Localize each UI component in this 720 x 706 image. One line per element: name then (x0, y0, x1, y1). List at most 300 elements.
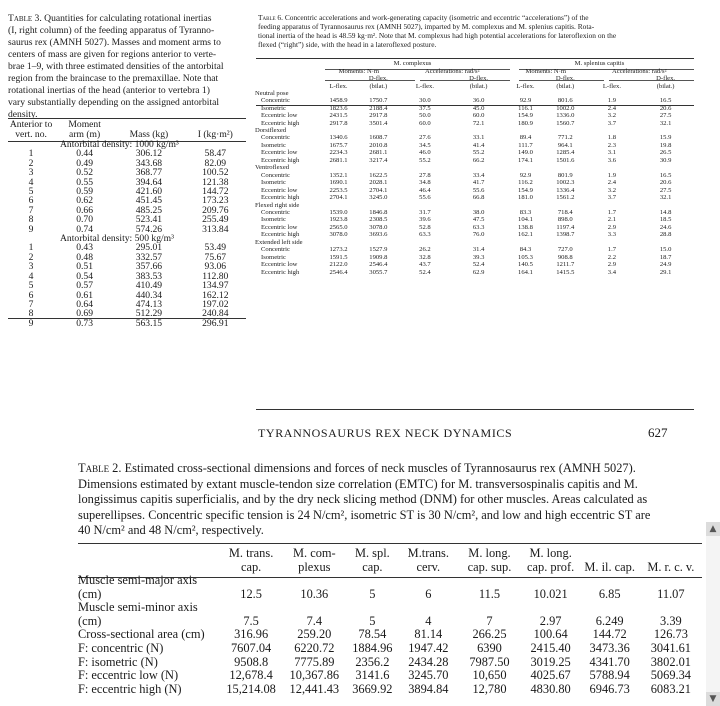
table2-label: Table 2. (78, 461, 122, 475)
table-cell: 7.5 (243, 613, 259, 628)
table-row (255, 194, 693, 201)
table-cell: 1750.7 (369, 97, 388, 105)
table3 (8, 120, 248, 328)
condition-label: Eccentric low (261, 112, 298, 120)
scrollbar[interactable] (706, 522, 720, 706)
table-cell: 6.85 (598, 586, 621, 601)
table-cell: 4025.67 (530, 668, 571, 683)
row-label: F: eccentric low (N) (78, 668, 179, 683)
row-label: F: isometric (N) (78, 654, 158, 669)
table-cell: 7 (28, 204, 34, 216)
table-cell: 2681.1 (369, 149, 388, 157)
table-cell: 2234.3 (329, 149, 348, 157)
table-row (78, 669, 702, 683)
table-cell: 60.0 (472, 112, 485, 120)
table-cell: 7.4 (306, 613, 323, 628)
table-cell: 1591.5 (329, 253, 348, 261)
table-cell: 1846.8 (369, 209, 388, 216)
caption-line: feeding apparatus of Tyrannosaurus rex (AMNH 5027), imparted by M. complexus and M. splenius capitis. Rota- (258, 22, 595, 31)
table-cell: 27.6 (419, 134, 431, 142)
caption-line: saurus rex (AMNH 5027). Masses and moment arms to (8, 37, 221, 48)
table3-body (8, 140, 248, 328)
section-title: Antorbital density: 500 kg/m³ (60, 233, 174, 245)
col-head: M. il. cap. (584, 560, 635, 574)
table-cell: 32.1 (659, 119, 672, 127)
table-cell: 1.7 (607, 209, 617, 216)
col-head (586, 75, 639, 82)
table-cell: 12,678.4 (229, 668, 273, 683)
table-cell: 52.8 (419, 223, 431, 231)
group-head-splenius: M. splenius capitis (574, 60, 625, 68)
col-head: D-flex. (469, 75, 489, 83)
table-cell: 0.64 (76, 298, 94, 310)
col-head (78, 546, 219, 560)
table-cell: 58.47 (204, 148, 227, 160)
table-cell (522, 574, 580, 588)
table-cell: 240.84 (202, 308, 229, 320)
row-label: Muscle semi-minor axis (78, 600, 198, 615)
table-cell: 1340.6 (329, 134, 348, 142)
row-label: F: eccentric high (N) (78, 681, 182, 696)
table-cell: 1690.1 (329, 179, 348, 187)
scroll-up-icon[interactable]: ▲ (706, 522, 720, 536)
table-cell: 2 (28, 251, 34, 263)
table-row (255, 172, 693, 179)
table-cell: 1398.7 (556, 231, 575, 239)
table-cell: 5 (369, 586, 376, 601)
table-cell: 3.1 (607, 149, 617, 157)
table-cell: 38.0 (472, 209, 485, 216)
table-cell: 0.48 (76, 251, 94, 263)
table-row (78, 588, 702, 602)
table-cell: 5 (28, 280, 34, 292)
caption-line: (I, right column) of the feeding apparatus of Tyranno- (8, 25, 215, 36)
table-cell: 24.9 (659, 261, 672, 269)
table-cell: 5 (369, 613, 376, 628)
table-cell: 332.57 (135, 251, 163, 263)
table-cell: 9 (28, 317, 34, 329)
table-cell: 12,441.43 (289, 681, 340, 696)
table-cell: 1211.7 (556, 261, 575, 269)
table-cell: 0.74 (76, 223, 94, 235)
scroll-down-icon[interactable]: ▼ (706, 692, 720, 706)
table-cell: 3693.6 (369, 231, 388, 239)
col-head: D-flex. (555, 75, 575, 83)
table3-caption (8, 13, 246, 121)
caption-line: Concentric accelerations and work-generating capacity (isometric and eccentric “accelerations”) of the (284, 13, 589, 22)
table-cell: 63.3 (419, 231, 431, 239)
table-cell: 89.4 (519, 134, 532, 142)
table-cell: 313.84 (202, 223, 229, 235)
table-cell: 0.61 (76, 289, 94, 301)
table-row (255, 231, 693, 238)
table-cell: 16.5 (659, 171, 672, 179)
table-cell: 1909.8 (369, 253, 388, 261)
table-cell: 10,367.86 (289, 668, 340, 683)
table-cell: 116.2 (518, 179, 533, 187)
table-cell: 174.1 (518, 156, 533, 164)
table-cell: 4341.70 (589, 654, 630, 669)
table-cell: 964.1 (557, 141, 573, 149)
row-label: (cm) (78, 613, 102, 628)
col-head: L-flex. (516, 82, 535, 90)
caption-line: region from the braincase to the premaxillae. Note that (8, 73, 219, 84)
table-cell: 2681.1 (329, 156, 348, 164)
section-title: Dorsiflexed (255, 127, 287, 135)
table-cell: 140.5 (518, 261, 533, 269)
condition-label: Eccentric high (261, 194, 300, 202)
caption-line: 40 N/cm² and 48 N/cm², respectively. (78, 523, 264, 538)
table-cell: 2415.40 (530, 640, 571, 655)
table-cell: 306.12 (135, 148, 163, 160)
table-row (78, 656, 702, 670)
table-cell: 20.6 (659, 179, 672, 187)
table-cell (219, 601, 283, 615)
table-cell: 92.9 (519, 97, 532, 105)
col-head (506, 75, 545, 82)
table-cell: 4 (28, 176, 34, 188)
table-cell: 27.5 (659, 186, 672, 194)
table-row (78, 628, 702, 642)
table-cell: 474.13 (135, 298, 163, 310)
table-cell: 84.3 (519, 246, 532, 254)
table-cell: 3041.61 (650, 640, 692, 655)
table-cell: 1608.7 (369, 134, 388, 142)
caption-line: Quantities for calculating rotational inertias (44, 13, 212, 24)
table-cell: 121.38 (202, 176, 229, 188)
caption-line: flexed (“right”) side, with the head in a lateroflexed posture. (258, 40, 437, 49)
table-cell: 7 (28, 298, 34, 310)
table-cell: 2356.2 (355, 654, 390, 669)
table-cell: 421.60 (135, 186, 163, 198)
caption-line: density. (8, 109, 38, 120)
table-cell: 1675.7 (329, 141, 348, 149)
table-cell: 2010.8 (369, 141, 388, 149)
header-cell: arm (m) (69, 129, 101, 140)
table-cell: 6.249 (595, 613, 624, 628)
table-cell: 15.9 (659, 134, 672, 142)
table-cell: 12.5 (240, 586, 262, 601)
table-cell: 46.4 (419, 186, 431, 194)
table-cell: 144.72 (592, 627, 627, 642)
table-cell: 82.09 (204, 157, 227, 169)
table-cell (283, 601, 345, 615)
table2-head-top-row (78, 546, 702, 560)
table-cell: 1273.2 (329, 246, 348, 254)
table-cell: 55.2 (472, 149, 485, 157)
table-cell: 26.5 (659, 149, 672, 157)
table-cell (399, 574, 457, 588)
table-cell: 162.12 (202, 289, 229, 301)
table-cell: 8 (28, 308, 34, 320)
col-head: M.trans. (407, 546, 449, 560)
table-cell: 1923.8 (329, 216, 348, 224)
table-cell: 105.3 (518, 253, 533, 261)
table-cell: 93.06 (204, 261, 227, 273)
table6-col-top-row (255, 75, 693, 82)
table-cell: 78.54 (358, 627, 387, 642)
table-row (78, 615, 702, 629)
table-cell: 134.97 (202, 280, 229, 292)
table-cell: 31.4 (472, 246, 485, 254)
col-head: cap. (240, 560, 262, 574)
table-cell: 343.68 (135, 157, 163, 169)
table-cell (345, 574, 399, 588)
table-cell: 2546.4 (329, 268, 348, 276)
table-row (255, 269, 693, 276)
col-head: (bilat.) (556, 82, 575, 90)
table-row (255, 105, 693, 112)
table-cell: 66.8 (472, 194, 485, 202)
table-row (255, 142, 693, 149)
table-cell: 15.0 (659, 246, 672, 254)
table-cell: 1622.5 (369, 171, 388, 179)
col-head: (bilat.) (656, 82, 675, 90)
table-cell (580, 574, 640, 588)
section-row (255, 202, 693, 209)
col-head: D-flex. (368, 75, 388, 83)
section-row (255, 90, 693, 97)
table-cell (399, 601, 457, 615)
table-cell: 41.7 (472, 179, 485, 187)
table-cell: 1002.3 (556, 179, 575, 187)
section-title: Ventroflexed (255, 164, 290, 172)
table-cell: 15,214.08 (226, 681, 276, 696)
table-row (255, 120, 693, 127)
col-head: (bilat.) (369, 82, 388, 90)
caption-line: vary substantially depending on the assigned antorbital (8, 97, 220, 108)
table-cell: 383.53 (135, 270, 163, 282)
table-cell: 3.4 (607, 268, 617, 276)
table-cell: 0.43 (76, 242, 94, 254)
table-cell: 0.54 (76, 270, 94, 282)
table-cell (457, 574, 521, 588)
table-cell: 2546.4 (369, 261, 388, 269)
table-cell: 11.07 (657, 586, 685, 601)
table-cell: 7 (486, 613, 493, 628)
table-cell: 1823.6 (329, 104, 348, 112)
table-cell: 55.6 (419, 194, 431, 202)
table-cell: 0.59 (76, 186, 94, 198)
condition-label: Isometric (261, 104, 286, 112)
table-cell: 138.8 (518, 223, 533, 231)
table-cell: 3 (28, 261, 34, 273)
table6-caption (258, 13, 694, 49)
table-cell: 410.49 (135, 280, 163, 292)
table-cell (219, 574, 283, 588)
section-title: Antorbital density: 1000 kg/m³ (60, 139, 179, 150)
table-cell: 1 (28, 242, 34, 254)
table-cell: 66.2 (472, 156, 485, 164)
table2-head-bottom-row (78, 560, 702, 574)
table-cell: 5 (28, 186, 34, 198)
table-cell: 26.2 (419, 246, 431, 254)
table6-label: Table 6. (258, 13, 283, 22)
table-cell: 52.4 (472, 261, 485, 269)
table-cell: 394.64 (135, 176, 163, 188)
table-row (255, 209, 693, 216)
col-head: M. long. (529, 546, 572, 560)
table-cell: 295.01 (135, 242, 163, 254)
table-cell: 718.4 (557, 209, 573, 216)
table-cell: 1.8 (607, 134, 617, 142)
col-head (319, 75, 358, 82)
table-cell (640, 574, 702, 588)
table-cell: 3.3 (607, 231, 617, 239)
condition-label: Isometric (261, 179, 286, 187)
subhead: Moments: N·m (338, 67, 380, 75)
table-cell: 0.70 (76, 214, 94, 226)
table-cell: 2.9 (607, 261, 617, 269)
table-cell: 0.62 (76, 195, 94, 207)
row-label: (cm) (78, 586, 102, 601)
table-cell: 7775.89 (294, 654, 335, 669)
table-cell: 31.7 (419, 209, 431, 216)
table-cell: 2308.5 (369, 216, 388, 224)
table-cell: 2565.0 (329, 223, 348, 231)
table-cell: 12,780 (472, 681, 507, 696)
condition-label: Eccentric high (261, 156, 300, 164)
table-cell: 6390 (477, 640, 502, 655)
table-row (255, 254, 693, 261)
table-cell: 39.3 (472, 253, 485, 261)
condition-label: Eccentric low (261, 261, 298, 269)
table-row (255, 97, 693, 104)
table-cell: 55.2 (419, 156, 431, 164)
table-cell: 3141.6 (355, 668, 390, 683)
col-head: cap. (362, 560, 383, 574)
condition-label: Eccentric low (261, 223, 298, 231)
table-cell: 801.9 (557, 171, 573, 179)
table-row (255, 179, 693, 186)
row-label: Muscle semi-major axis (78, 573, 198, 587)
table-cell: 3894.84 (408, 681, 449, 696)
table-cell: 6220.72 (294, 640, 335, 655)
table-cell: 126.73 (653, 627, 688, 642)
col-head: cerv. (416, 560, 441, 574)
table-cell: 32.8 (419, 253, 431, 261)
table-cell: 33.1 (472, 134, 485, 142)
table-cell: 154.9 (518, 112, 533, 120)
table6-group-row (255, 60, 693, 67)
table-cell: 266.25 (472, 627, 507, 642)
table-cell: 1458.9 (329, 97, 348, 105)
table-cell: 50.0 (419, 112, 431, 120)
caption-line: superellipses. Concentric specific tension is 24 N/cm², isometric ST is 30 N/cm², and low and high eccentric ST are (78, 507, 651, 522)
table-cell: 4830.80 (530, 681, 571, 696)
table-cell: 357.66 (135, 261, 163, 273)
table-row (8, 319, 248, 328)
table-cell: 180.9 (518, 119, 533, 127)
table-cell: 1352.1 (329, 171, 348, 179)
table-row (255, 261, 693, 268)
table-cell: 19.8 (659, 141, 672, 149)
table-cell: 10.021 (533, 586, 568, 601)
table-cell: 574.26 (135, 223, 163, 235)
table-cell: 28.8 (659, 231, 672, 239)
condition-label: Concentric (261, 97, 290, 105)
col-head (640, 546, 702, 560)
table-cell: 37.5 (419, 104, 431, 112)
table-cell: 1415.5 (556, 268, 575, 276)
table-row (255, 224, 693, 231)
subhead: Accelerations: rad/s² (425, 67, 480, 75)
group-head-complexus: M. complexus (393, 60, 432, 68)
table-cell (457, 601, 521, 615)
table-cell: 801.6 (557, 97, 573, 105)
table-cell: 259.20 (297, 627, 332, 642)
table-cell: 2.4 (607, 179, 617, 187)
table-cell: 3.2 (607, 112, 617, 120)
table-cell: 30.0 (419, 97, 431, 105)
table-cell: 27.5 (659, 112, 672, 120)
table-cell: 485.25 (135, 204, 163, 216)
table-cell (522, 601, 580, 615)
table-row (255, 246, 693, 253)
table2-caption (78, 461, 702, 539)
table-cell: 76.0 (472, 231, 485, 239)
table-cell: 727.0 (557, 246, 573, 254)
table-cell: 32.1 (659, 194, 672, 202)
condition-label: Eccentric high (261, 231, 300, 239)
col-head: (bilat.) (469, 82, 488, 90)
condition-label: Concentric (261, 171, 290, 179)
col-head: M. trans. (228, 546, 274, 560)
table-cell: 2704.1 (329, 194, 348, 202)
table-cell: 1539.0 (329, 209, 348, 216)
table-cell: 3802.01 (650, 654, 692, 669)
table-cell: 523.41 (135, 214, 163, 226)
table-row (255, 134, 693, 141)
condition-label: Eccentric high (261, 119, 300, 127)
table-cell: 3078.0 (369, 223, 388, 231)
table-cell: 0.55 (76, 176, 94, 188)
table-cell: 2704.1 (369, 186, 388, 194)
table-row (255, 216, 693, 223)
running-head: TYRANNOSAURUS REX NECK DYNAMICS (258, 426, 513, 440)
table-cell: 55.6 (472, 186, 485, 194)
condition-label: Eccentric low (261, 186, 298, 194)
table-cell: 1501.6 (556, 156, 575, 164)
table-row (255, 187, 693, 194)
table-cell: 0.66 (76, 204, 94, 216)
table-row (255, 112, 693, 119)
table-row (78, 642, 702, 656)
table-cell: 563.15 (135, 317, 163, 329)
table-cell: 1197.4 (556, 223, 575, 231)
col-head: cap. prof. (527, 560, 575, 574)
table-cell: 47.5 (472, 216, 485, 224)
table-cell: 2917.8 (369, 112, 388, 120)
table-row (255, 149, 693, 156)
table-cell: 112.80 (202, 270, 229, 282)
table-cell: 27.8 (419, 171, 431, 179)
table-cell: 1.9 (607, 171, 617, 179)
table-cell: 10,650 (472, 668, 507, 683)
table-cell: 14.8 (659, 209, 672, 216)
table-cell: 5069.34 (650, 668, 692, 683)
table-cell: 116.1 (518, 104, 533, 112)
table-cell: 2 (28, 157, 34, 169)
table-cell: 2917.8 (329, 119, 348, 127)
table-cell: 2.2 (607, 253, 617, 261)
table-cell: 2188.4 (369, 104, 388, 112)
table-cell: 1560.7 (556, 119, 575, 127)
table-cell: 898.0 (557, 216, 573, 224)
table6-body (255, 90, 693, 276)
col-head: M. com- (292, 546, 336, 560)
table-cell: 1336.4 (556, 186, 575, 194)
